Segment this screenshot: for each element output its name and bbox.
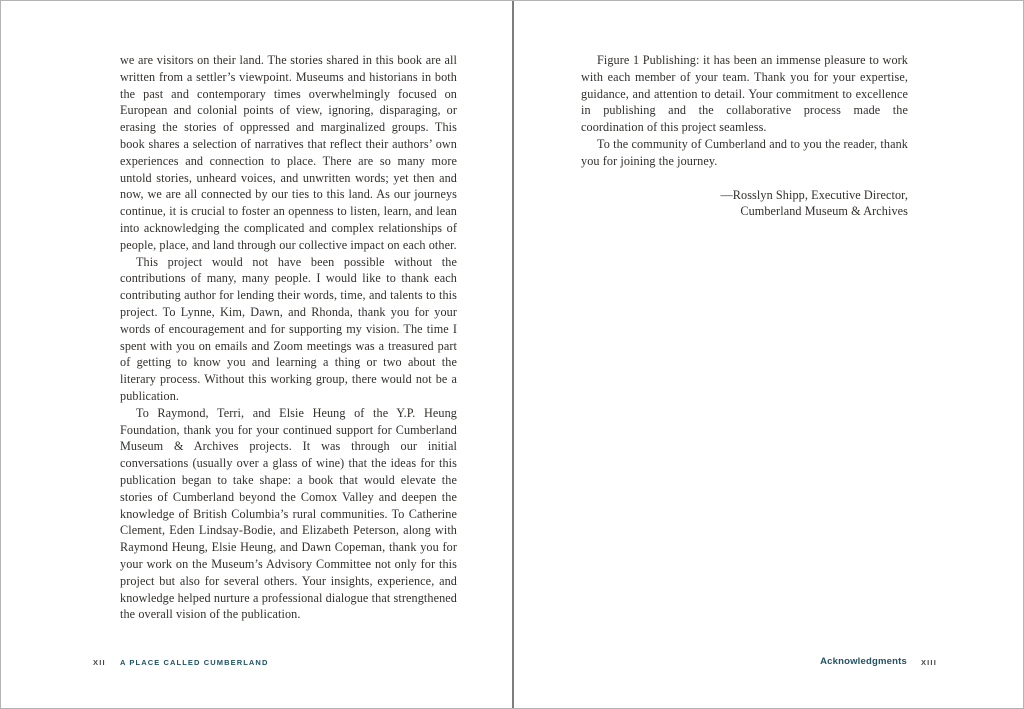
page-left <box>1 1 512 709</box>
page-right <box>514 1 1024 709</box>
signature-line: Cumberland Museum & Archives <box>740 204 908 219</box>
signature-line: —Rosslyn Shipp, Executive Director, <box>720 187 908 202</box>
left-body-text <box>120 52 457 623</box>
page-number: XII <box>93 658 106 667</box>
right-body-text <box>581 52 908 220</box>
running-title: A PLACE CALLED CUMBERLAND <box>120 658 269 667</box>
paragraph: To Raymond, Terri, and Elsie Heung of the Y.P. Heung Foundation, thank you for your continued support for Cumberland Museum & Archives projects. It was through our initial conversations (usually over a glass of wine) that the ideas for this publication began to take shape: a book that would elevate the stories of Cumberland beyond the Comox Valley and deepen the knowledge of British Columbia’s rural communities. To Catherine Clement, Eden Lindsay-Bodie, and Elizabeth Peterson, along with Raymond Heung, Elsie Heung, and Dawn Copeman, thank you for your work on the Museum’s Advisory Committee not only for this project but also for several others. Your insights, experience, and knowledge helped nurture a professional dialogue that strengthened the overall vision of the publication. <box>120 405 457 622</box>
paragraph: Figure 1 Publishing: it has been an immense pleasure to work with each member of your team. Thank you for your expertise, guidance, and attention to detail. Your commitment to excellence in publishing and the collaborative process made the coordination of this project seamless. <box>581 53 908 135</box>
left-page-footer <box>1 655 512 671</box>
paragraph: To the community of Cumberland and to you the reader, thank you for joining the journey. <box>581 136 908 168</box>
paragraph: This project would not have been possible without the contributions of many, many people. I would like to thank each contributing author for lending their words, time, and talents to this project. To Lynne, Kim, Dawn, and Rhonda, thank you for your words of encouragement and for supporting my vision. The time I spent with you on emails and Zoom meetings was a treasured part of getting to know you and learning a thing or two about the literary process. Without this working group, there would not be a publication. <box>120 254 457 403</box>
right-page-footer <box>514 655 1024 671</box>
running-title: Acknowledgments <box>820 656 907 667</box>
signature-block <box>581 187 908 221</box>
paragraph: we are visitors on their land. The stories shared in this book are all written from a settler’s viewpoint. Museums and historians in both the past and contemporary times overwhelmingly focused on European and colonial points of view, ignoring, disparaging, or erasing the stories of oppressed and marginalized groups. This book shares a selection of narratives that reflect their authors’ own experiences and connection to place. There are so many more untold stories, unheard voices, and unwritten words; yet then and now, we are all connected by our ties to this land. As our journeys continue, it is crucial to foster an openness to listen, learn, and lean into acknowledging the complicated and complex relationships of people, place, and land through our collective impact on each other. <box>120 53 457 252</box>
page-number: XIII <box>920 658 937 667</box>
